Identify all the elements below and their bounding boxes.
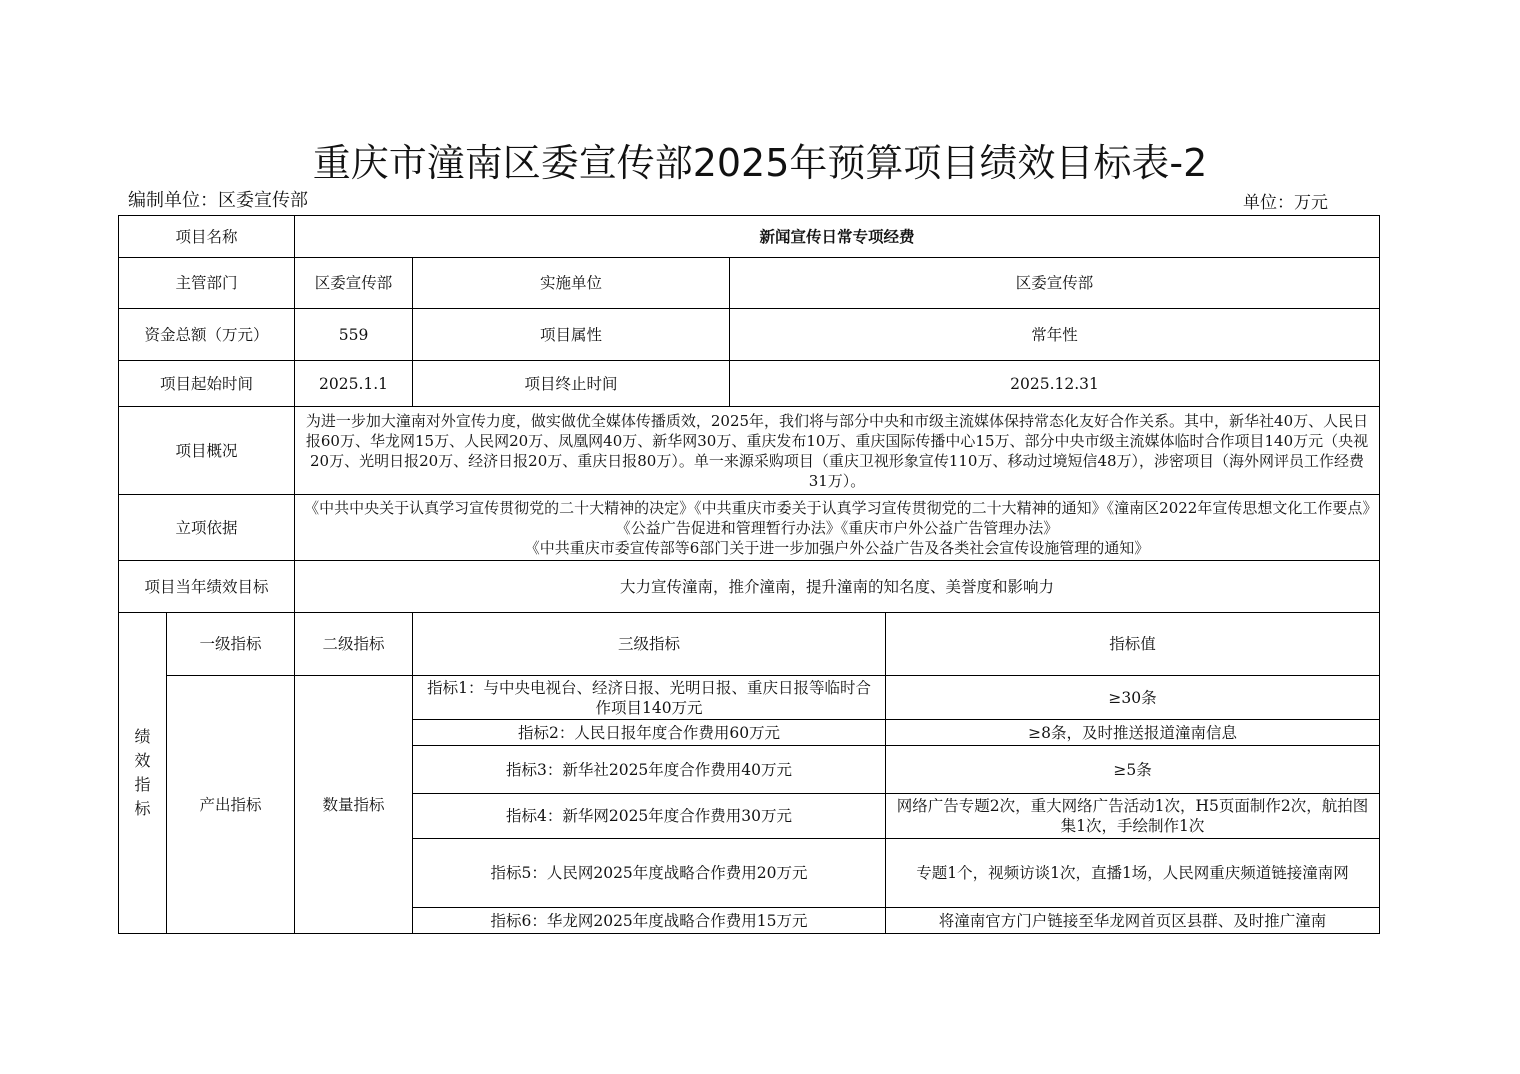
unit-label: 单位：万元 bbox=[1243, 193, 1328, 213]
indicator-name: 指标1：与中央电视台、经济日报、光明日报、重庆日报等临时合作项目140万元 bbox=[413, 676, 886, 720]
overview-label: 项目概况 bbox=[119, 407, 295, 495]
table-row bbox=[119, 613, 1380, 676]
basis-line: 《中共重庆市委宣传部等6部门关于进一步加强户外公益广告及各类社会宣传设施管理的通知》 bbox=[524, 538, 1150, 557]
table-row bbox=[119, 495, 1380, 561]
fund-label: 资金总额（万元） bbox=[119, 309, 295, 361]
dept-value: 区委宣传部 bbox=[295, 258, 413, 309]
attr-label: 项目属性 bbox=[413, 309, 730, 361]
overview-value: 为进一步加大潼南对外宣传力度，做实做优全媒体传播质效，2025年，我们将与部分中央和市级主流媒体保持常态化友好合作关系。其中，新华社40万、人民日报60万、华龙网15万、人民网20万、凤凰网40万、新华网30万、重庆发布10万、重庆国际传播中心15万、部分中央市级主流媒体临时合作项目140万元（央视20万、光明日报20万、经济日报20万、重庆日报80万）。单一来源采购项目（重庆卫视形象宣传110万、移动过境短信48万），涉密项目（海外网评员工作经费31万）。 bbox=[295, 407, 1380, 495]
start-label: 项目起始时间 bbox=[119, 361, 295, 407]
indicator-value: 将潼南官方门户链接至华龙网首页区县群、及时推广潼南 bbox=[886, 908, 1380, 934]
table-row bbox=[119, 258, 1380, 309]
start-value: 2025.1.1 bbox=[295, 361, 413, 407]
indicator-name: 指标2：人民日报年度合作费用60万元 bbox=[413, 720, 886, 746]
table-row bbox=[119, 561, 1380, 613]
indicator-value: 网络广告专题2次，重大网络广告活动1次，H5页面制作2次，航拍图集1次，手绘制作1次 bbox=[886, 794, 1380, 839]
table-row bbox=[119, 676, 1380, 720]
header-level1: 一级指标 bbox=[167, 613, 295, 676]
indicator-name: 指标4：新华网2025年度合作费用30万元 bbox=[413, 794, 886, 839]
level1-value: 产出指标 bbox=[167, 676, 295, 934]
project-name-label: 项目名称 bbox=[119, 216, 295, 258]
goal-label: 项目当年绩效目标 bbox=[119, 561, 295, 613]
performance-table bbox=[118, 215, 1380, 934]
indicator-name: 指标5：人民网2025年度战略合作费用20万元 bbox=[413, 839, 886, 908]
impl-value: 区委宣传部 bbox=[730, 258, 1380, 309]
table-row bbox=[119, 407, 1380, 495]
indicator-value: ≥30条 bbox=[886, 676, 1380, 720]
table-row bbox=[119, 361, 1380, 407]
attr-value: 常年性 bbox=[730, 309, 1380, 361]
impl-label: 实施单位 bbox=[413, 258, 730, 309]
perf-indicator-label: 绩效指标 bbox=[119, 613, 167, 934]
page-title: 重庆市潼南区委宣传部2025年预算项目绩效目标表-2 bbox=[312, 141, 1208, 185]
indicator-value: 专题1个，视频访谈1次，直播1场，人民网重庆频道链接潼南网 bbox=[886, 839, 1380, 908]
end-label: 项目终止时间 bbox=[413, 361, 730, 407]
table-row bbox=[119, 309, 1380, 361]
compiler-label: 编制单位：区委宣传部 bbox=[128, 190, 308, 211]
indicator-value: ≥5条 bbox=[886, 746, 1380, 794]
header-level2: 二级指标 bbox=[295, 613, 413, 676]
basis-label: 立项依据 bbox=[119, 495, 295, 561]
fund-value: 559 bbox=[295, 309, 413, 361]
level2-value: 数量指标 bbox=[295, 676, 413, 934]
goal-value: 大力宣传潼南，推介潼南，提升潼南的知名度、美誉度和影响力 bbox=[295, 561, 1380, 613]
project-name-value: 新闻宣传日常专项经费 bbox=[295, 216, 1380, 258]
indicator-value: ≥8条，及时推送报道潼南信息 bbox=[886, 720, 1380, 746]
basis-line: 《中共中央关于认真学习宣传贯彻党的二十大精神的决定》《中共重庆市委关于认真学习宣传贯彻党的二十大精神的通知》《潼南区2022年宣传思想文化工作要点》《公益广告促进和管理暂行办法》《重庆市户外公益广告管理办法》 bbox=[304, 498, 1370, 537]
basis-value bbox=[295, 495, 1380, 561]
header-level3: 三级指标 bbox=[413, 613, 886, 676]
indicator-name: 指标6：华龙网2025年度战略合作费用15万元 bbox=[413, 908, 886, 934]
table-row bbox=[119, 216, 1380, 258]
indicator-name: 指标3：新华社2025年度合作费用40万元 bbox=[413, 746, 886, 794]
end-value: 2025.12.31 bbox=[730, 361, 1380, 407]
header-value: 指标值 bbox=[886, 613, 1380, 676]
dept-label: 主管部门 bbox=[119, 258, 295, 309]
